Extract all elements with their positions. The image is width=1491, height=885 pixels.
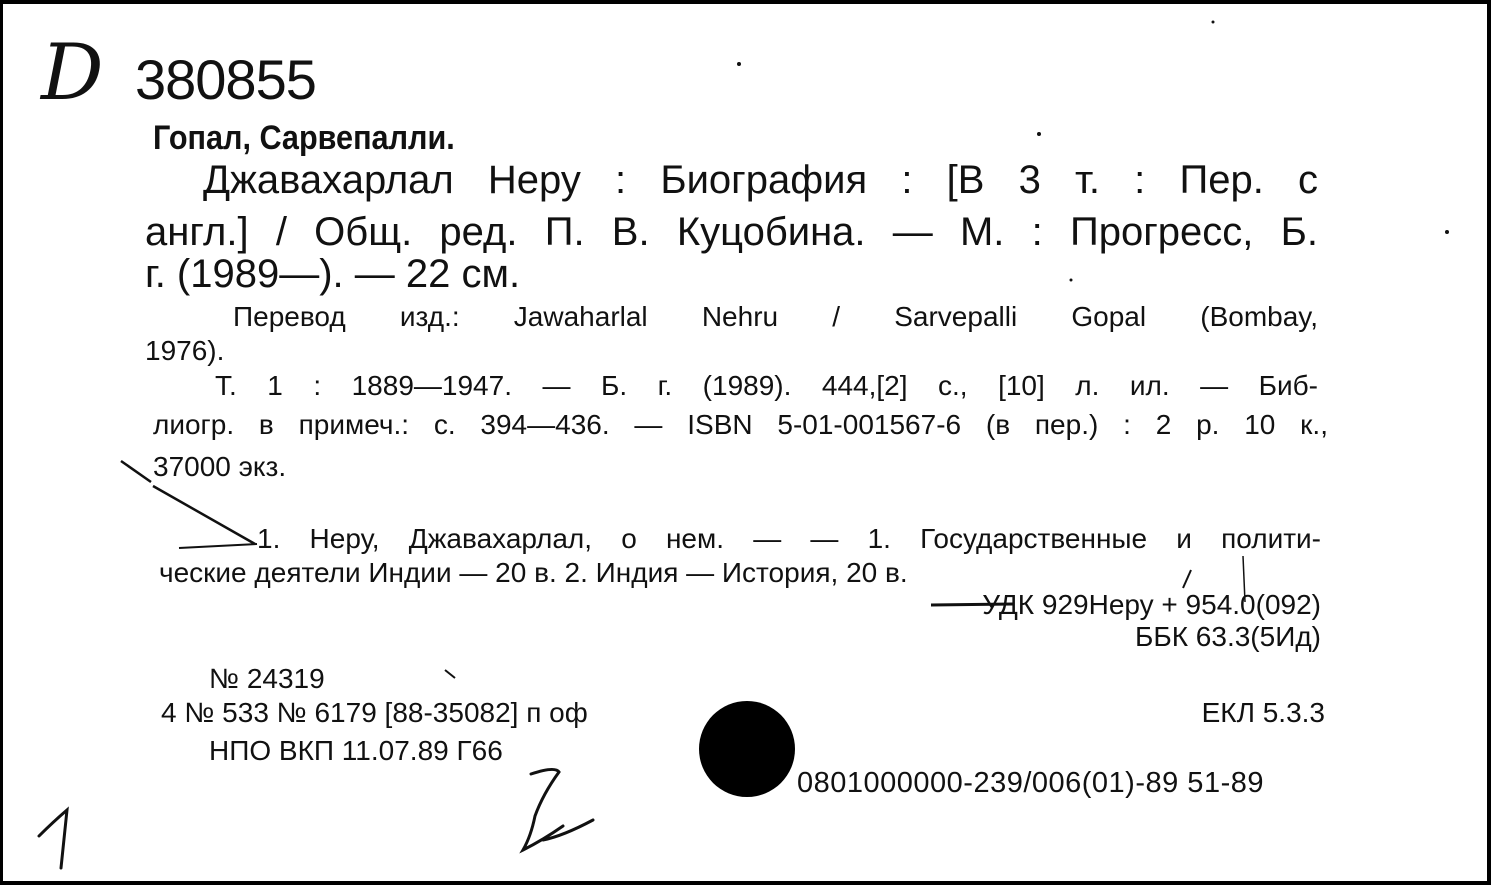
subject-headings: 1. Неру, Джавахарлал, о нем. — — 1. Государственные и полити- xyxy=(257,523,1321,554)
stamp-dot xyxy=(699,701,795,797)
pen-underline xyxy=(179,544,257,548)
speck xyxy=(737,62,741,66)
udk-classification: УДК 929Неру + 954.0(092) xyxy=(982,589,1321,620)
speck xyxy=(1070,279,1073,282)
title-line: англ.] / Общ. ред. П. В. Куцобина. — М. : Прогресс, Б. xyxy=(145,210,1318,254)
handwritten-signature xyxy=(523,769,593,850)
speck xyxy=(445,670,455,678)
bbk-classification: ББК 63.3(5Ид) xyxy=(1134,621,1321,652)
title-line: Джавахарлал Неру : Биография : [В 3 т. : Пер. с xyxy=(203,158,1318,202)
volume-description: 37000 экз. xyxy=(153,451,287,482)
handwritten-letter: D xyxy=(41,28,104,118)
original-edition-note: 1976). xyxy=(145,335,225,366)
author-heading: Гопал, Сарвепалли. xyxy=(153,119,455,157)
speck xyxy=(1445,230,1449,234)
slash-mark xyxy=(1183,570,1191,588)
handwritten-digit-1 xyxy=(39,810,67,868)
card-number: № 24319 xyxy=(209,663,325,694)
print-info: 4 № 533 № 6179 [88-35082] п оф xyxy=(161,697,588,728)
speck xyxy=(1212,21,1215,24)
subject-headings: ческие деятели Индии — 20 в. 2. Индия — История, 20 в. xyxy=(159,557,908,588)
ekl-code: ЕКЛ 5.3.3 xyxy=(1201,697,1325,728)
volume-description: лиогр. в примеч.: с. 394—436. — ISBN 5-01-001567-6 (в пер.) : 2 р. 10 к., xyxy=(153,409,1328,440)
speck xyxy=(1037,132,1041,136)
publisher-info: НПО ВКП 11.07.89 Г66 xyxy=(209,735,503,766)
inventory-number: 380855 xyxy=(135,48,316,111)
catalog-code: 0801000000-239/006(01)-89 51-89 xyxy=(797,767,1264,799)
title-line: г. (1989—). — 22 см. xyxy=(145,252,521,296)
volume-description: Т. 1 : 1889—1947. — Б. г. (1989). 444,[2] с., [10] л. ил. — Биб- xyxy=(215,370,1318,401)
original-edition-note: Перевод изд.: Jawaharlal Nehru / Sarvepalli Gopal (Bombay, xyxy=(233,301,1318,332)
